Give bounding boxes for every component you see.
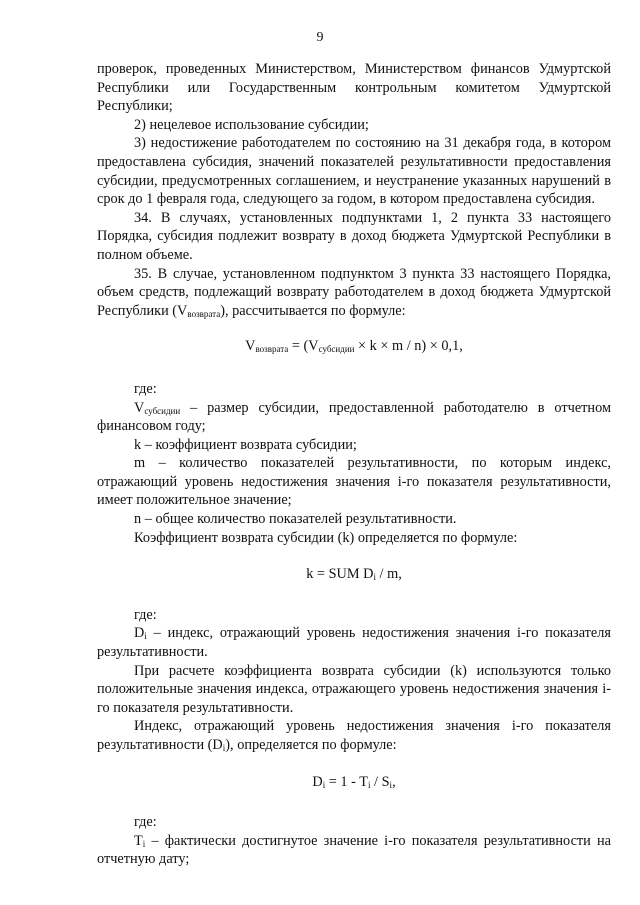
- k-formula-intro: Коэффициент возврата субсидии (k) определяется по формуле:: [134, 529, 518, 546]
- def-k: k – коэффициент возврата субсидии;: [134, 436, 357, 453]
- def-v-subsidy: $V_{субсидии}$ – размер субсидии, предоставленной работодателю в отчетном финансовом году;: [97, 399, 611, 435]
- formula-k: k = SUM $D_i$ / m,: [306, 566, 402, 583]
- paragraph-continuation: проверок, проведенных Министерством, Министерством финансов Удмуртской Республики или Государственным контрольным комитетом Удмуртской Республики;: [97, 61, 611, 115]
- item-3: 3) недостижение работодателем по состоянию на 31 декабря года, в котором предоставлена субсидия, значений показателей результативности предоставления субсидии, предусмотренных соглашением, и неустранение указанных нарушений в срок до 1 февраля года, следующего за годом, в котором предоставлена субсидия.: [97, 135, 611, 208]
- document-body: [97, 60, 611, 869]
- where-label: где:: [134, 380, 157, 397]
- def-t-i: $T_i$ – фактически достигнутое значение i-го показателя результативности на отчетную дату;: [97, 832, 611, 868]
- where-label-3: где:: [134, 814, 157, 831]
- clause-34: 34. В случаях, установленных подпунктами 1, 2 пункта 33 настоящего Порядка, субсидия подлежит возврату в доход бюджета Удмуртской Республики в полном объеме.: [97, 209, 611, 263]
- clause-35: 35. В случае, установленном подпунктом 3 пункта 33 настоящего Порядка, объем средств, подлежащий возврату работодателем в доход бюджета Удмуртской Республики $(V_{возврата})$, рассчитывается по формуле:: [97, 265, 611, 319]
- def-d-i: $D_i$ – индекс, отражающий уровень недостижения значения i-го показателя результативности.: [97, 625, 611, 661]
- def-m: m – количество показателей результативности, по которым индекс, отражающий уровень недостижения значения i-го показателя результативности, имеет положительное значение;: [97, 455, 611, 509]
- d-i-formula-intro: Индекс, отражающий уровень недостижения значения i-го показателя результативности $(D_i)$, определяется по формуле:: [97, 718, 611, 753]
- positive-values-note: При расчете коэффициента возврата субсидии (k) используются только положительные значения индекса, отражающего уровень недостижения значения i-го показателя результативности.: [97, 662, 611, 716]
- where-label-2: где:: [134, 606, 157, 623]
- formula-v-return: $V_{возврата} = (V_{субсидии} \times k \times m / n) \times 0,1$,: [245, 338, 463, 355]
- def-n: n – общее количество показателей результативности.: [134, 511, 457, 528]
- page-number: 9: [316, 30, 324, 45]
- item-2: 2) нецелевое использование субсидии;: [134, 116, 369, 133]
- formula-d-i: $D_i = 1 - T_i / S_i$,: [312, 773, 396, 790]
